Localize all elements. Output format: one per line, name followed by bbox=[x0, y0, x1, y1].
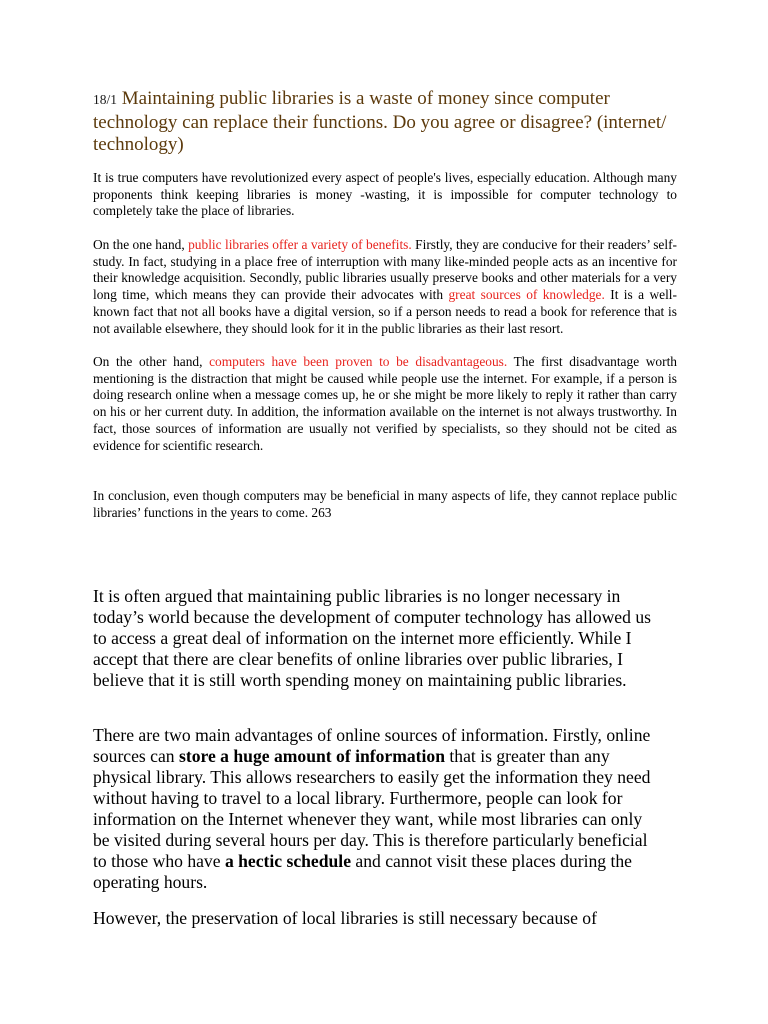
para2-b: that is greater than any physical library. This allows researchers to easily get the information they need without having to travel to a local library. Furthermore, people can look for information on the Internet whenever they want, while most libraries can only be visited during several hours per day. This is therefore particularly beneficial to those who have bbox=[93, 746, 651, 871]
para2-bold1: store a huge amount of information bbox=[178, 746, 446, 766]
essay1-conclusion: In conclusion, even though computers may be beneficial in many aspects of life, they cannot replace public libraries’ functions in the years to come. 263 bbox=[93, 488, 677, 520]
body2-lead: On the other hand, bbox=[93, 354, 210, 369]
essay2-intro: It is often argued that maintaining public libraries is no longer necessary in today’s world because the development of computer technology has allowed us to access a great deal of information on the internet more efficiently. While I accept that there are clear benefits of online libraries over public libraries, I believe that it is still worth spending money on maintaining public libraries. bbox=[93, 586, 651, 690]
para2-a: There are two main advantages of online sources of information. Firstly, online sources can bbox=[93, 725, 651, 766]
essay2-para3: However, the preservation of local libraries is still necessary because of bbox=[93, 908, 597, 928]
body1-part1: Firstly, they are conducive for their readers’ self-study. In fact, studying in a place free of interruption with many like-minded people acts as an incentive for their knowledge acquisition. Secondly, public libraries usually preserve books and other materials for a very long time, which means they can provide their advocates with bbox=[93, 237, 678, 303]
body1-highlight: great sources of knowledge. bbox=[448, 287, 605, 303]
essay1-body1 bbox=[93, 237, 677, 337]
question-text: Maintaining public libraries is a waste of money since computer technology can replace their functions. Do you agree or disagree? (internet/ technology) bbox=[93, 88, 667, 155]
body2-topic: computers have been proven to be disadvantageous. bbox=[209, 354, 508, 369]
para2-c: and cannot visit these places during the operating hours. bbox=[93, 851, 632, 892]
essay2-para2 bbox=[93, 725, 661, 893]
essay1-intro: It is true computers have revolutionized every aspect of people's lives, especially education. Although many proponents think keeping libraries is money -wasting, it is impossible for computer technology to completely take the place of libraries. bbox=[93, 170, 677, 219]
essay1-body2 bbox=[93, 354, 677, 454]
question-number: 18/1 bbox=[93, 92, 118, 107]
body1-lead: On the one hand, bbox=[93, 237, 189, 252]
essay-title bbox=[93, 88, 693, 157]
para2-bold2: a hectic schedule bbox=[224, 851, 352, 871]
body1-topic: public libraries offer a variety of benefits. bbox=[188, 237, 412, 252]
body2-rest: The first disadvantage worth mentioning is the distraction that might be caused while people use the internet. For example, if a person is doing research online when a message comes up, he or she might be more likely to reply it rather than carry on his or her current duty. In addition, the information available on the internet is not always trustworthy. In fact, those sources of information are usually not verified by specialists, so they should not be cited as evidence for scientific research. bbox=[93, 354, 677, 453]
body1-part2: It is a well-known fact that not all books have a digital version, so if a person needs to read a book for reference that is not available elsewhere, they should look for it in the public libraries as their last resort. bbox=[93, 287, 677, 336]
